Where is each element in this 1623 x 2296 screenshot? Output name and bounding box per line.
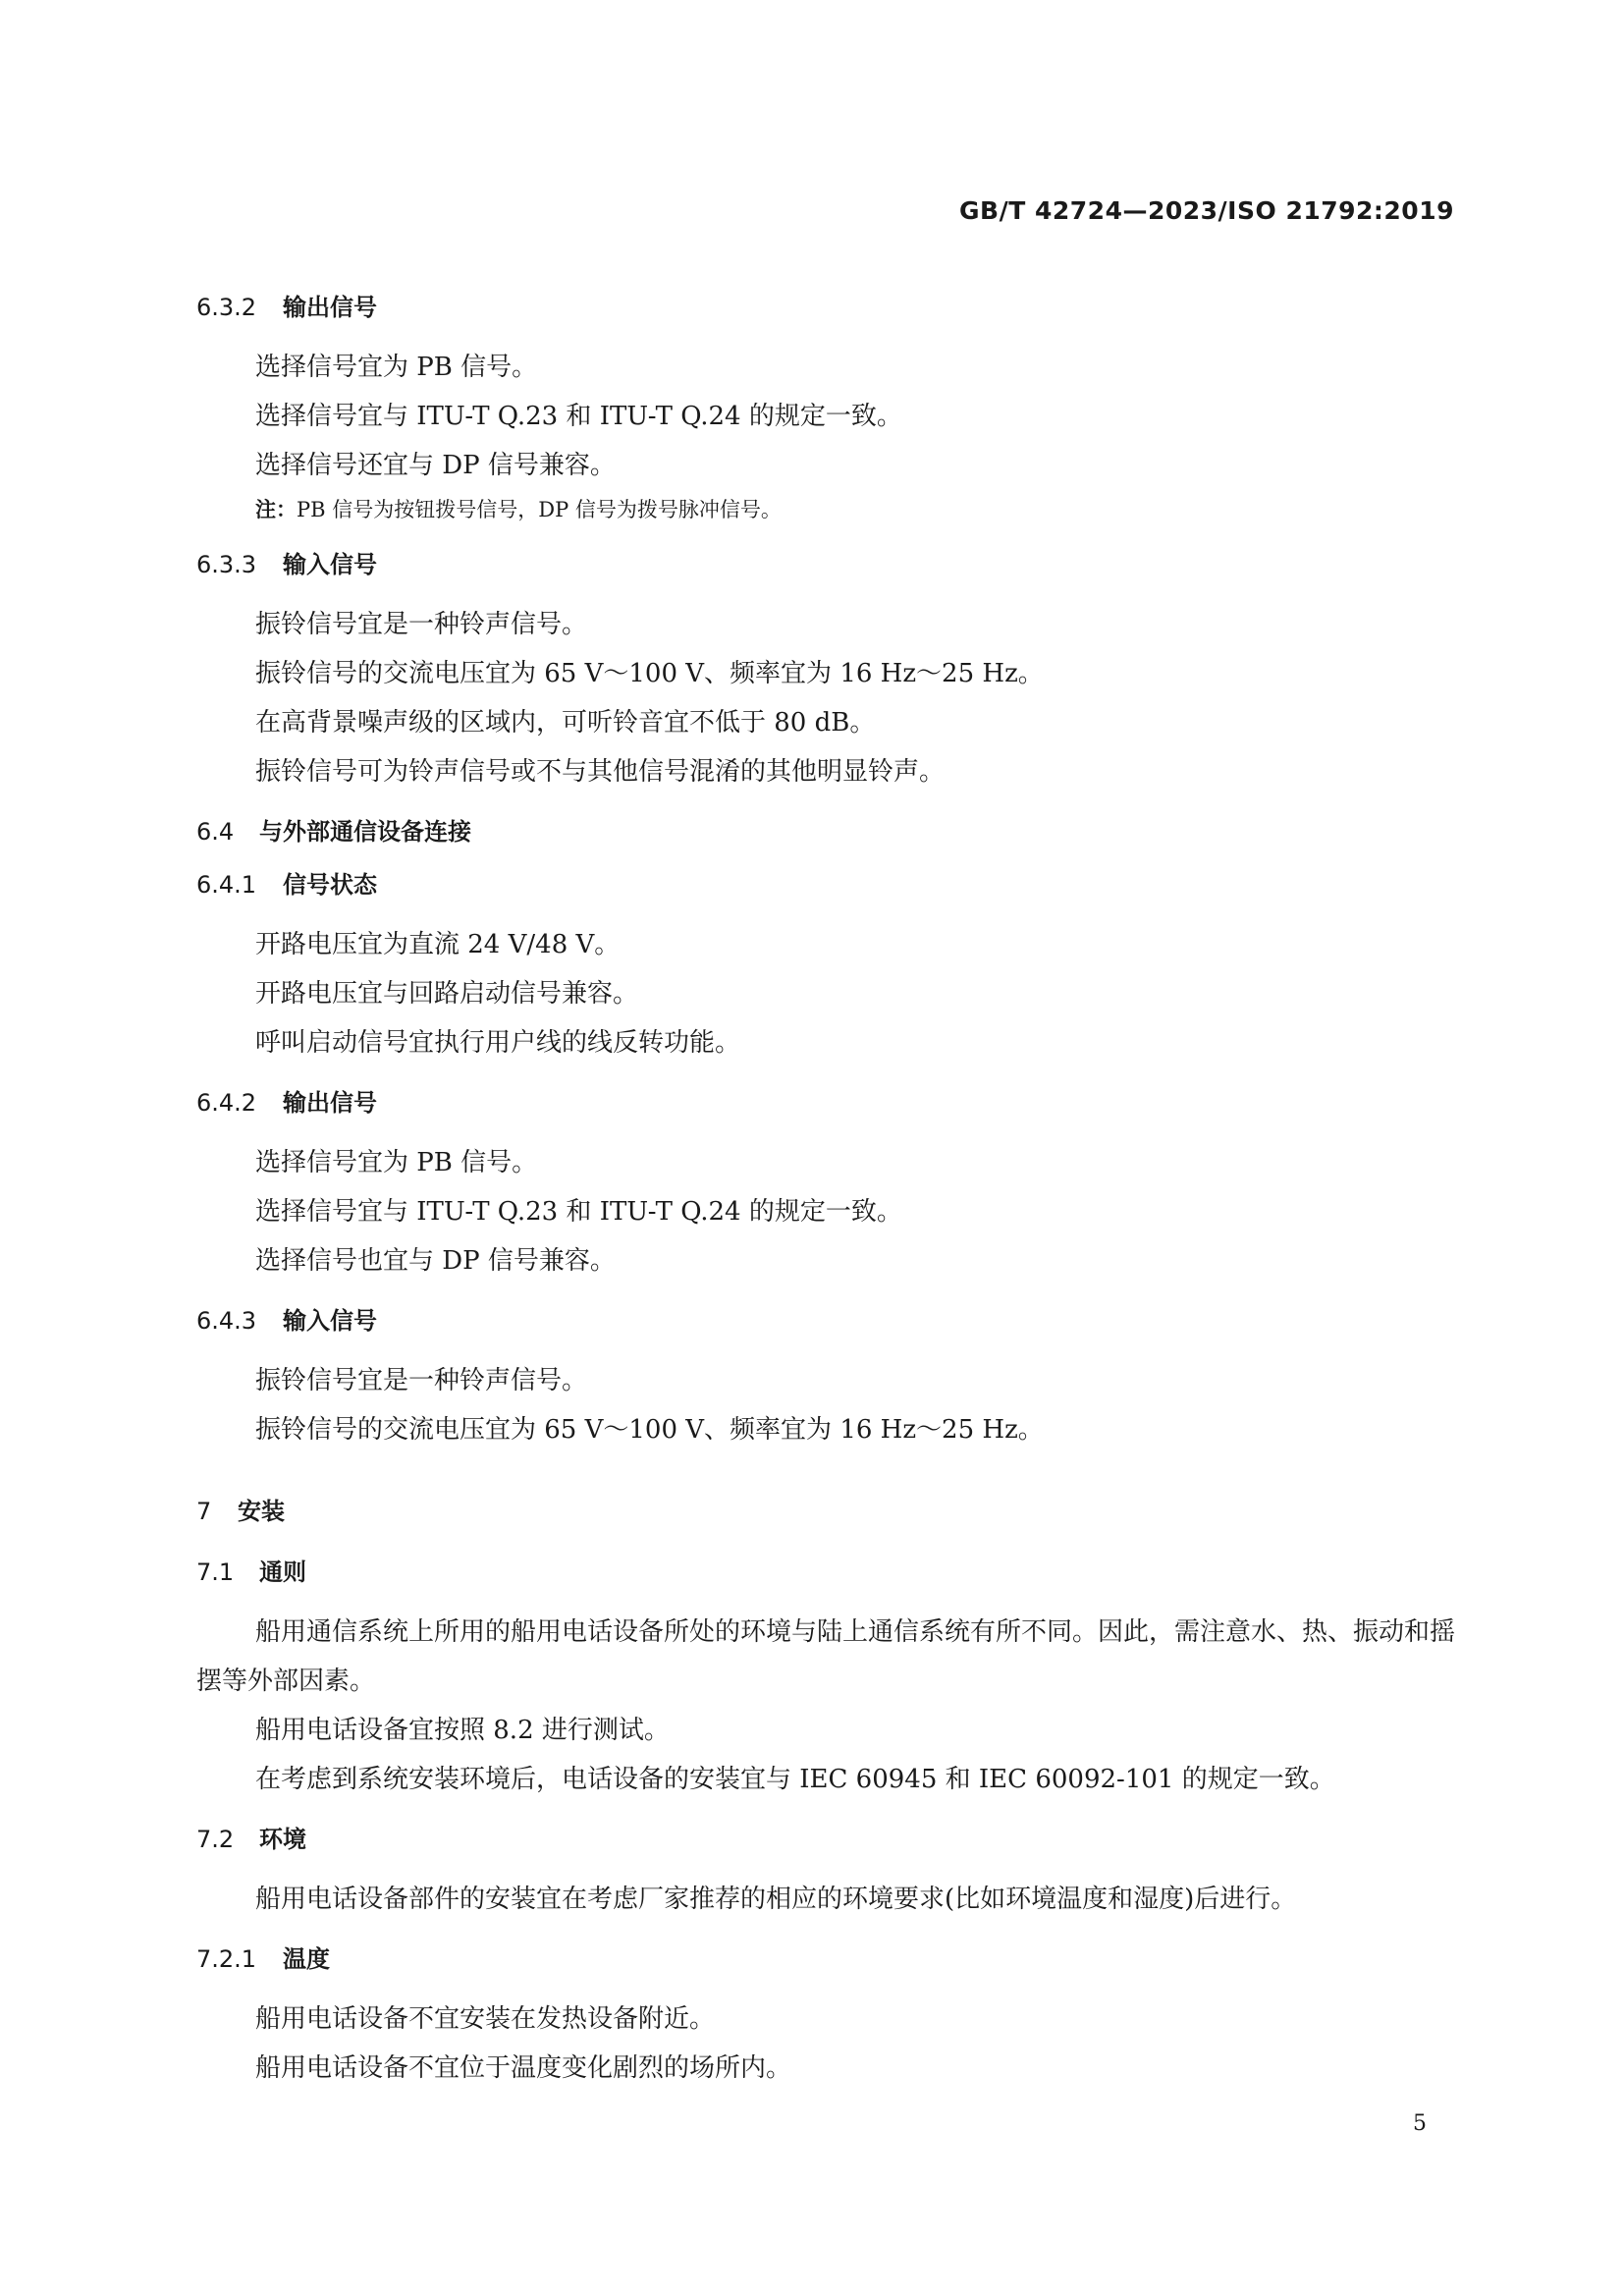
paragraph: 船用电话设备不宜位于温度变化剧烈的场所内。 bbox=[255, 2053, 792, 2083]
section-heading-7-2 bbox=[196, 1822, 1458, 1857]
section-number: 6.4.2 bbox=[196, 1089, 257, 1117]
section-title: 通则 bbox=[259, 1558, 306, 1586]
paragraph: 选择信号还宜与 DP 信号兼容。 bbox=[255, 451, 616, 480]
document-body bbox=[196, 290, 1458, 2093]
section-number: 7.2 bbox=[196, 1826, 235, 1853]
section-title: 安装 bbox=[238, 1498, 285, 1525]
section-number: 6.3.3 bbox=[196, 551, 257, 578]
paragraph: 选择信号宜与 ITU-T Q.23 和 ITU-T Q.24 的规定一致。 bbox=[255, 1197, 902, 1227]
section-heading-6-3-3 bbox=[196, 547, 1458, 582]
section-title: 与外部通信设备连接 bbox=[259, 818, 471, 846]
paragraph: 振铃信号可为铃声信号或不与其他信号混淆的其他明显铃声。 bbox=[255, 757, 946, 787]
paragraph: 振铃信号宜是一种铃声信号。 bbox=[255, 1366, 588, 1395]
paragraph: 选择信号宜为 PB 信号。 bbox=[255, 353, 538, 382]
page-number: 5 bbox=[1413, 2111, 1427, 2136]
paragraph: 呼叫启动信号宜执行用户线的线反转功能。 bbox=[255, 1028, 741, 1058]
section-title: 信号状态 bbox=[283, 871, 377, 899]
note-label: 注： bbox=[255, 498, 297, 521]
section-title: 输入信号 bbox=[283, 1307, 377, 1335]
paragraph: 在高背景噪声级的区域内，可听铃音宜不低于 80 dB。 bbox=[255, 708, 876, 738]
section-number: 6.4.1 bbox=[196, 871, 257, 899]
section-heading-7-1 bbox=[196, 1555, 1458, 1590]
paragraph: 船用电话设备不宜安装在发热设备附近。 bbox=[255, 2004, 716, 2034]
paragraph: 开路电压宜为直流 24 V/48 V。 bbox=[255, 930, 621, 959]
note-text: PB 信号为按钮拨号信号，DP 信号为拨号脉冲信号。 bbox=[297, 498, 782, 521]
section-number: 6.3.2 bbox=[196, 294, 257, 321]
section-heading-6-3-2 bbox=[196, 290, 1458, 325]
paragraph: 振铃信号的交流电压宜为 65 V～100 V、频率宜为 16 Hz～25 Hz。 bbox=[255, 659, 1044, 688]
paragraph: 在考虑到系统安装环境后，电话设备的安装宜与 IEC 60945 和 IEC 60092-101 的规定一致。 bbox=[255, 1765, 1335, 1794]
section-heading-6-4-1 bbox=[196, 867, 1458, 902]
section-title: 温度 bbox=[283, 1945, 330, 1973]
section-heading-6-4 bbox=[196, 814, 1458, 849]
section-heading-6-4-3 bbox=[196, 1303, 1458, 1339]
section-number: 6.4 bbox=[196, 818, 235, 846]
section-title: 输出信号 bbox=[283, 1089, 377, 1117]
section-number: 7 bbox=[196, 1498, 212, 1525]
section-title: 输出信号 bbox=[283, 294, 377, 321]
paragraph: 船用通信系统上所用的船用电话设备所处的环境与陆上通信系统有所不同。因此，需注意水、热、振动和摇摆等外部因素。 bbox=[196, 1617, 1456, 1696]
section-number: 7.2.1 bbox=[196, 1945, 257, 1973]
paragraph: 选择信号也宜与 DP 信号兼容。 bbox=[255, 1246, 616, 1276]
paragraph: 船用电话设备宜按照 8.2 进行测试。 bbox=[255, 1716, 670, 1745]
section-number: 6.4.3 bbox=[196, 1307, 257, 1335]
paragraph: 开路电压宜与回路启动信号兼容。 bbox=[255, 979, 639, 1009]
section-title: 输入信号 bbox=[283, 551, 377, 578]
paragraph: 选择信号宜为 PB 信号。 bbox=[255, 1148, 538, 1177]
section-heading-7 bbox=[196, 1494, 1458, 1529]
standard-code: GB/T 42724—2023/ISO 21792:2019 bbox=[959, 196, 1454, 225]
paragraph: 选择信号宜与 ITU-T Q.23 和 ITU-T Q.24 的规定一致。 bbox=[255, 402, 902, 431]
section-heading-7-2-1 bbox=[196, 1941, 1458, 1977]
section-title: 环境 bbox=[259, 1826, 306, 1853]
paragraph: 振铃信号宜是一种铃声信号。 bbox=[255, 610, 588, 639]
paragraph: 船用电话设备部件的安装宜在考虑厂家推荐的相应的环境要求(比如环境温度和湿度)后进行。 bbox=[255, 1885, 1297, 1914]
section-heading-6-4-2 bbox=[196, 1085, 1458, 1121]
note bbox=[196, 490, 1458, 529]
paragraph: 振铃信号的交流电压宜为 65 V～100 V、频率宜为 16 Hz～25 Hz。 bbox=[255, 1415, 1044, 1445]
section-number: 7.1 bbox=[196, 1558, 235, 1586]
